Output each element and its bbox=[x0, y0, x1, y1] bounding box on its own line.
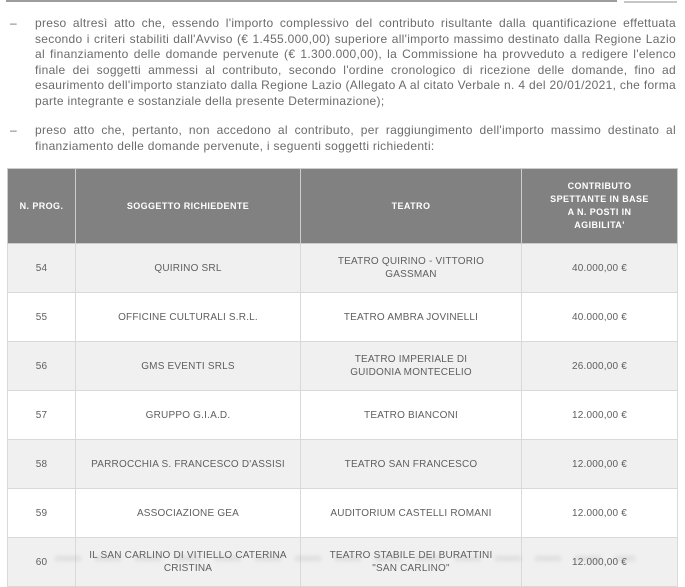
table-row bbox=[8, 244, 678, 293]
cell-contributo: 40.000,00 € bbox=[522, 244, 678, 293]
col-header-teatro: TEATRO bbox=[301, 169, 522, 244]
cell-contributo: 12.000,00 € bbox=[522, 391, 678, 440]
table-row bbox=[8, 391, 678, 440]
cell-contributo: 40.000,00 € bbox=[522, 293, 678, 342]
cell-contributo: 12.000,00 € bbox=[522, 538, 678, 587]
cell-contributo: 12.000,00 € bbox=[522, 440, 678, 489]
col-header-contributo bbox=[522, 169, 678, 244]
cell-n-prog: 55 bbox=[8, 293, 76, 342]
cell-soggetto: ASSOCIAZIONE GEA bbox=[76, 489, 301, 538]
cell-n-prog: 58 bbox=[8, 440, 76, 489]
cell-n-prog: 60 bbox=[8, 538, 76, 587]
page-top-divider-segment bbox=[624, 1, 677, 3]
table-row bbox=[8, 440, 678, 489]
cell-soggetto: QUIRINO SRL bbox=[76, 244, 301, 293]
recital-text: preso atto che, pertanto, non accedono al contributo, per raggiungimento dell'importo massimo destinato al finanziamento delle domande pervenute, i seguenti soggetti richiedenti: bbox=[35, 123, 676, 153]
excluded-applicants-table bbox=[7, 168, 678, 587]
cell-soggetto: OFFICINE CULTURALI S.R.L. bbox=[76, 293, 301, 342]
cell-teatro: TEATRO AMBRA JOVINELLI bbox=[301, 293, 522, 342]
cell-n-prog: 54 bbox=[8, 244, 76, 293]
cell-teatro: TEATRO IMPERIALE DI GUIDONIA MONTECELIO bbox=[301, 342, 522, 391]
cropped-next-line-artifact bbox=[55, 556, 635, 561]
cell-teatro: TEATRO SAN FRANCESCO bbox=[301, 440, 522, 489]
col-header-soggetto-richiedente: SOGGETTO RICHIEDENTE bbox=[76, 169, 301, 244]
recital-paragraph-1 bbox=[10, 16, 676, 109]
cell-soggetto: IL SAN CARLINO DI VITIELLO CATERINA CRISTINA bbox=[76, 538, 301, 587]
cell-contributo: 26.000,00 € bbox=[522, 342, 678, 391]
recital-text: preso altresì atto che, essendo l'importo complessivo del contributo risultante dalla quantificazione effettuata secondo i criteri stabiliti dall'Avviso (€ 1.455.000,00) superiore all'importo massimo destinato dalla Regione Lazio al finanziamento delle domande pervenute (€ 1.300.000,00), la Commissione ha provveduto a redigere l'elenco finale dei soggetti ammessi al contributo, secondo l'ordine cronologico di ricezione delle domande, fino ad esaurimento dell'importo stanziato dalla Regione Lazio (Allegato A al citato Verbale n. 4 del 20/01/2021, che forma parte integrante e sostanziale della presente Determinazione); bbox=[35, 16, 676, 108]
cell-soggetto: GMS EVENTI SRLS bbox=[76, 342, 301, 391]
cell-teatro: TEATRO STABILE DEI BURATTINI "SAN CARLINO" bbox=[301, 538, 522, 587]
table-row bbox=[8, 293, 678, 342]
page-top-divider bbox=[6, 0, 617, 2]
cell-n-prog: 56 bbox=[8, 342, 76, 391]
cell-soggetto: PARROCCHIA S. FRANCESCO D'ASSISI bbox=[76, 440, 301, 489]
cell-contributo: 12.000,00 € bbox=[522, 489, 678, 538]
recital-paragraph-2 bbox=[10, 123, 676, 154]
cell-teatro: TEATRO BIANCONI bbox=[301, 391, 522, 440]
cell-teatro: AUDITORIUM CASTELLI ROMANI bbox=[301, 489, 522, 538]
table-header-row bbox=[8, 169, 678, 244]
bullet-dash: – bbox=[10, 16, 17, 30]
table-row bbox=[8, 538, 678, 587]
cell-n-prog: 59 bbox=[8, 489, 76, 538]
table-row bbox=[8, 342, 678, 391]
col-header-contributo-label: CONTRIBUTO SPETTANTE IN BASE A N. POSTI IN AGIBILITA' bbox=[550, 181, 649, 230]
cell-n-prog: 57 bbox=[8, 391, 76, 440]
cell-soggetto: GRUPPO G.I.A.D. bbox=[76, 391, 301, 440]
col-header-n-prog: N. PROG. bbox=[8, 169, 76, 244]
table-row bbox=[8, 489, 678, 538]
cell-teatro: TEATRO QUIRINO - VITTORIO GASSMAN bbox=[301, 244, 522, 293]
bullet-dash: – bbox=[10, 123, 17, 137]
